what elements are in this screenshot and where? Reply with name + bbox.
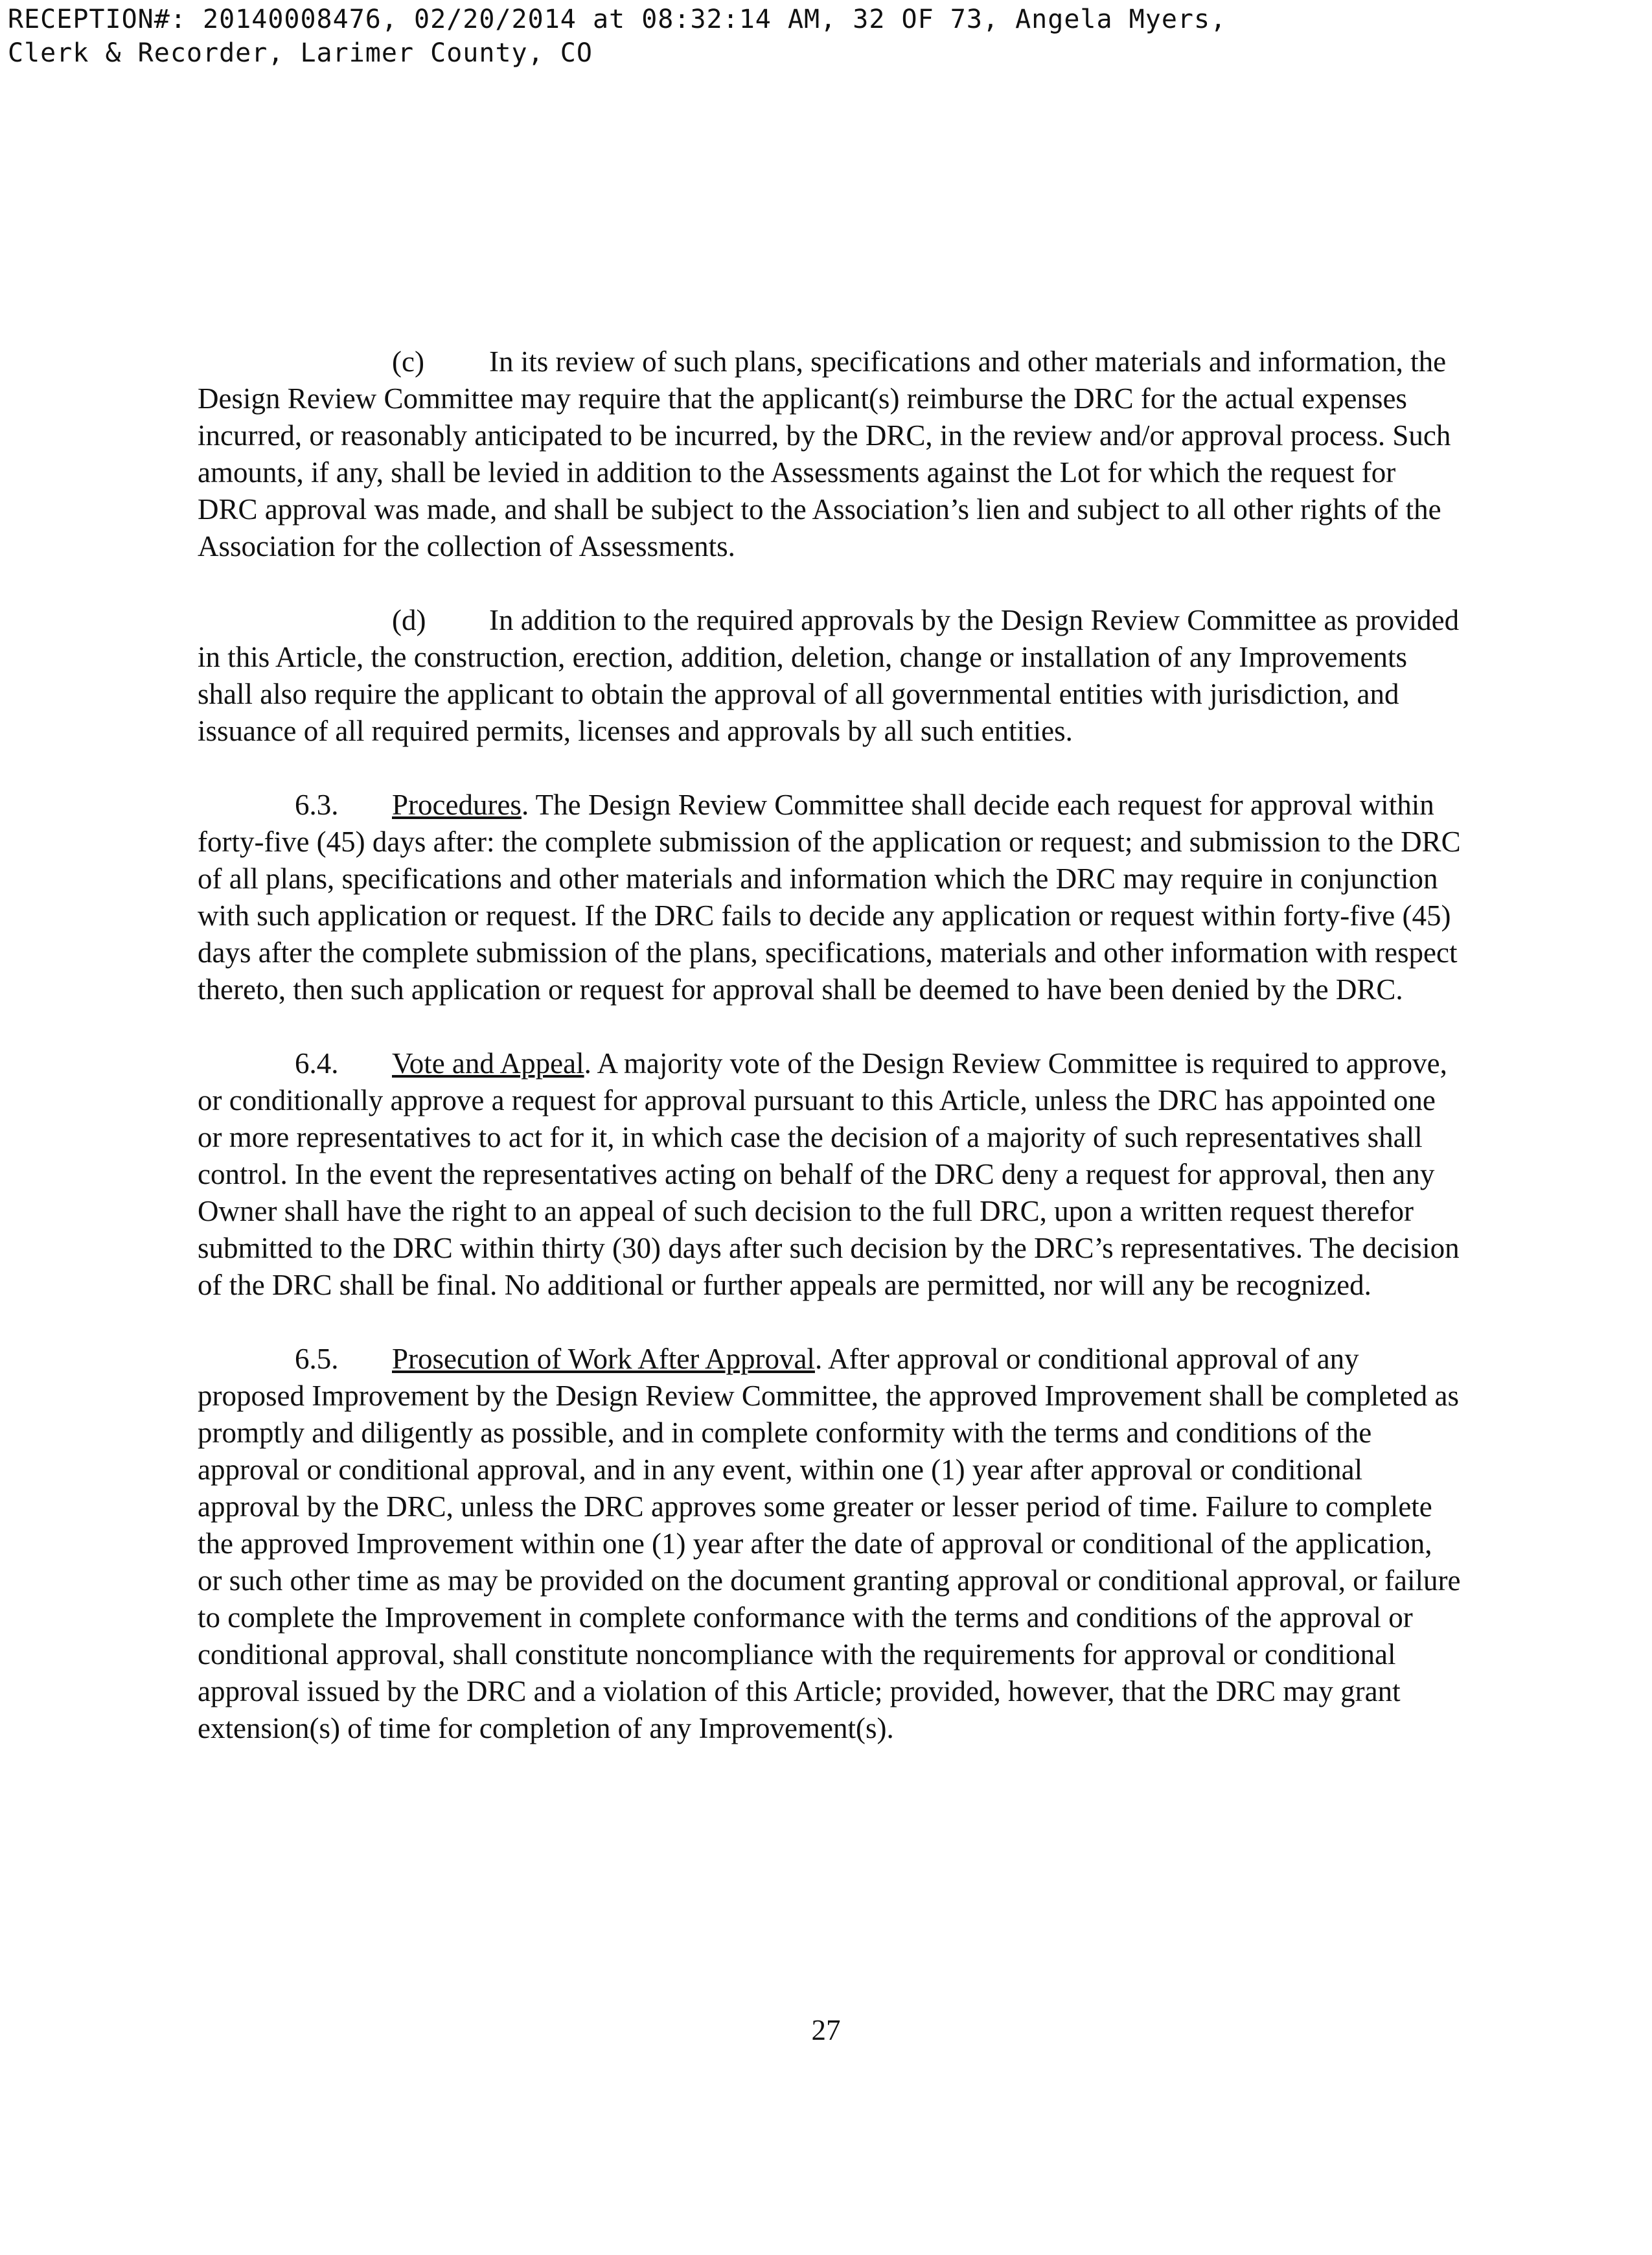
section-number: 6.4. — [295, 1047, 339, 1080]
section-text: . A majority vote of the Design Review Committee is required to approve, or conditionally approve a request for approval pursuant to this Article, unless the DRC has appointed one or more representatives to act for it, in which case the decision of a majority of such representatives shall control. In the event the representatives acting on behalf of the DRC deny a request for approval, then any Owner shall have the right to an appeal of such decision to the full DRC, upon a written request therefor submitted to the DRC within thirty (30) days after such decision by the DRC’s representatives. The decision of the DRC shall be final. No additional or further appeals are permitted, nor will any be recognized. — [198, 1047, 1460, 1301]
recording-header — [8, 3, 1627, 70]
page-number: 27 — [811, 2014, 841, 2046]
paragraph-marker: (d) — [392, 604, 426, 636]
section-heading: Procedures — [392, 789, 522, 821]
paragraph-text: In addition to the required approvals by the Design Review Committee as provided in this Article, the construction, erection, addition, deletion, change or installation of any Improvements shall also require the applicant to obtain the approval of all governmental entities with jurisdiction, and issuance of all required permits, licenses and approvals by all such entities. — [198, 604, 1460, 747]
recording-header-line-1: RECEPTION#: 20140008476, 02/20/2014 at 08:32:14 AM, 32 OF 73, Angela Myers, — [8, 5, 1227, 34]
recording-header-line-2: Clerk & Recorder, Larimer County, CO — [8, 38, 593, 68]
section-6-3 — [198, 787, 1461, 1008]
section-text: . After approval or conditional approval of any proposed Improvement by the Design Review Committee, the approved Improvement shall be completed as promptly and diligently as possible, and in complete conformity with the terms and conditions of the approval or conditional approval, and in any event, within one (1) year after approval or conditional approval by the DRC, unless the DRC approves some greater or lesser period of time. Failure to complete the approved Improvement within one (1) year after the date of approval or conditional of the application, or such other time as may be provided on the document granting approval or conditional approval, or failure to complete the Improvement in complete conformance with the terms and conditions of the approval or conditional approval, shall constitute noncompliance with the requirements for approval or conditional approval issued by the DRC and a violation of this Article; provided, however, that the DRC may grant extension(s) of time for completion of any Improvement(s). — [198, 1343, 1461, 1744]
document-body — [198, 343, 1461, 1784]
paragraph-text: In its review of such plans, specifications and other materials and information, the Design Review Committee may require that the applicant(s) reimburse the DRC for the actual expenses incurred, or reasonably anticipated to be incurred, by the DRC, in the review and/or approval process. Such amounts, if any, shall be levied in addition to the Assessments against the Lot for which the request for DRC approval was made, and shall be subject to the Association’s lien and subject to all other rights of the Association for the collection of Assessments. — [198, 345, 1451, 562]
section-6-5 — [198, 1341, 1461, 1747]
section-heading: Prosecution of Work After Approval — [392, 1343, 815, 1375]
section-text: . The Design Review Committee shall decide each request for approval within forty-five (45) days after: the complete submission of the application or request; and submission to the DRC of all plans, specifications and other materials and information which the DRC may require in conjunction with such application or request. If the DRC fails to decide any application or request within forty-five (45) days after the complete submission of the plans, specifications, materials and other information with respect thereto, then such application or request for approval shall be deemed to have been denied by the DRC. — [198, 789, 1461, 1006]
section-number: 6.3. — [295, 789, 339, 821]
section-6-4 — [198, 1045, 1461, 1304]
paragraph-c — [198, 343, 1461, 565]
paragraph-d — [198, 602, 1461, 750]
paragraph-marker: (c) — [392, 345, 424, 378]
section-number: 6.5. — [295, 1343, 339, 1375]
section-heading: Vote and Appeal — [392, 1047, 584, 1080]
